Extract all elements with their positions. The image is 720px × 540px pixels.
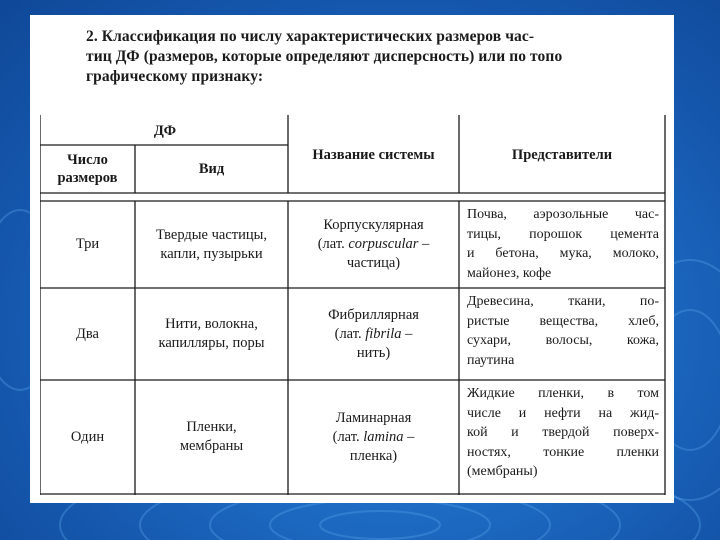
rep-line: Жидкие пленки, в том (467, 386, 659, 401)
rep-line: и бетона, мука, молоко, (467, 246, 659, 261)
kind-line: капилляры, поры (158, 335, 265, 351)
heading-line: графическому признаку: (86, 68, 264, 85)
system-line: Корпускулярная (323, 217, 424, 233)
classification-table (40, 115, 666, 495)
rep-line: (мембраны) (467, 464, 538, 479)
row3-count (40, 380, 135, 494)
system-line: нить) (356, 344, 391, 361)
system-lat-prefix: (лат. (332, 428, 364, 445)
system-dash: – (418, 236, 430, 252)
rep-line: Почва, аэрозольные час- (467, 207, 659, 222)
system-latin-term: fibrila (365, 325, 402, 342)
kind-line: Твердые частицы, (156, 226, 267, 243)
header-df (135, 119, 195, 143)
header-reps-label: Представители (511, 146, 613, 163)
system-line (333, 428, 415, 447)
rep-line: майонез, кофе (467, 265, 552, 281)
rep-line: ристые вещества, хлеб, (467, 313, 659, 329)
row2-count (40, 288, 135, 380)
header-count (40, 145, 135, 193)
system-lat-prefix: (лат. (317, 236, 349, 252)
rep-line: кой и твердой поверх- (467, 425, 659, 440)
row3-kind (135, 380, 288, 494)
system-line: Фибриллярная (328, 306, 419, 323)
system-line (318, 235, 430, 254)
row-count-label: Два (76, 325, 99, 342)
row3-system (288, 380, 459, 494)
header-kind (135, 145, 288, 193)
row3-representatives (467, 384, 659, 482)
kind-line: Пленки, (186, 419, 237, 435)
system-lat-prefix: (лат. (334, 325, 366, 342)
header-df-label: ДФ (153, 122, 177, 139)
header-kind-label: Вид (198, 160, 225, 177)
heading-line: тиц ДФ (размеров, которые определяют дисперсность) или по топо (86, 48, 563, 65)
system-line (335, 325, 413, 344)
system-latin-term: lamina (363, 428, 404, 445)
row1-representatives (467, 205, 659, 283)
rep-line: тицы, порошок цемента (467, 226, 659, 242)
row2-kind (135, 288, 288, 380)
rep-line: ностях, тонкие пленки (467, 444, 659, 460)
row-count-label: Один (70, 428, 105, 445)
header-count-line1: Число (67, 152, 108, 168)
row2-representatives (467, 292, 659, 370)
row1-system (288, 201, 459, 288)
rep-line: числе и нефти на жид- (467, 405, 659, 421)
header-system-label: Название системы (312, 146, 435, 163)
document-page (30, 15, 674, 503)
header-count-line2: размеров (57, 170, 118, 186)
row1-count (40, 201, 135, 288)
system-line: Ламинарная (335, 409, 412, 426)
row2-system (288, 288, 459, 380)
section-heading (86, 27, 666, 87)
system-line: частица) (346, 255, 401, 271)
heading-line: 2. Классификация по числу характеристических размеров час- (86, 28, 535, 45)
kind-line: Нити, волокна, (165, 316, 258, 332)
kind-line: капли, пузырьки (160, 245, 263, 262)
system-dash: – (401, 325, 413, 342)
header-representatives (459, 143, 665, 167)
system-dash: – (403, 428, 415, 445)
system-line: пленка) (349, 447, 398, 464)
rep-line: сухари, волосы, кожа, (467, 333, 659, 348)
row1-kind (135, 201, 288, 288)
header-system (288, 143, 459, 167)
system-latin-term: corpuscular (348, 236, 419, 252)
kind-line: мембраны (179, 438, 244, 454)
rep-line: паутина (467, 352, 515, 368)
rep-line: Древесина, ткани, по- (467, 294, 659, 309)
row-count-label: Три (75, 236, 100, 252)
